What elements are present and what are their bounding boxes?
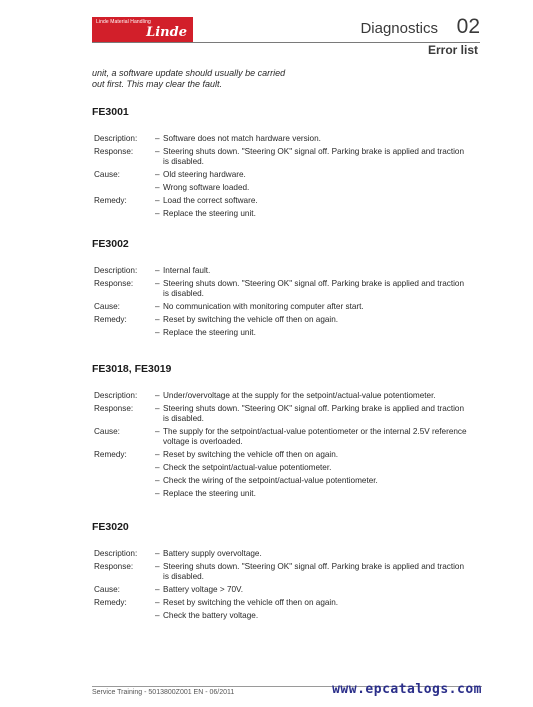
row-label: Cause: [94, 427, 120, 436]
row-text [163, 266, 481, 276]
watermark: www.epcatalogs.com [332, 682, 482, 697]
error-detail-row [92, 134, 482, 144]
bullet-dash: – [155, 170, 160, 179]
row-text-line: Replace the steering unit. [163, 489, 256, 498]
row-label: Response: [94, 279, 134, 288]
row-text-line: Under/overvoltage at the supply for the setpoint/actual-value potentiometer. [163, 391, 436, 400]
row-text-line: Battery voltage > 70V. [163, 585, 244, 594]
error-detail-row [92, 427, 482, 447]
row-text [163, 279, 481, 299]
intro-text [92, 68, 312, 90]
row-text-line: Check the wiring of the setpoint/actual-value potentiometer. [163, 476, 378, 485]
bullet-dash: – [155, 183, 160, 192]
row-text [163, 585, 481, 595]
error-detail-row [92, 302, 482, 312]
row-text [163, 611, 481, 621]
chapter-number: 02 [456, 15, 480, 38]
error-detail-row [92, 549, 482, 559]
row-label: Remedy: [94, 598, 127, 607]
error-detail-row [92, 585, 482, 595]
row-text-line: Reset by switching the vehicle off then on again. [163, 315, 339, 324]
bullet-dash: – [155, 450, 160, 459]
bullet-dash: – [155, 463, 160, 472]
row-label: Description: [94, 549, 138, 558]
row-text-line: Check the battery voltage. [163, 611, 259, 620]
row-text-line: Steering shuts down. "Steering OK" signal off. Parking brake is applied and traction [163, 562, 465, 571]
row-text [163, 315, 481, 325]
row-label: Cause: [94, 585, 120, 594]
row-text-line: Check the setpoint/actual-value potentiometer. [163, 463, 332, 472]
row-text-line: Steering shuts down. "Steering OK" signal off. Parking brake is applied and traction [163, 147, 465, 156]
bullet-dash: – [155, 315, 160, 324]
bullet-dash: – [155, 196, 160, 205]
page-title: Diagnostics [360, 20, 438, 37]
row-text-line: Software does not match hardware version. [163, 134, 321, 143]
row-text-line: Battery supply overvoltage. [163, 549, 262, 558]
error-code-heading: FE3018, FE3019 [92, 363, 172, 375]
intro-line: unit, a software update should usually be carried [92, 68, 286, 78]
error-detail-row [92, 170, 482, 180]
bullet-dash: – [155, 302, 160, 311]
error-detail-row [92, 463, 482, 473]
row-text [163, 450, 481, 460]
row-text [163, 134, 481, 144]
row-text-line: Internal fault. [163, 266, 211, 275]
bullet-dash: – [155, 134, 160, 143]
row-text [163, 209, 481, 219]
error-detail-row [92, 611, 482, 621]
bullet-dash: – [155, 279, 160, 288]
row-label: Response: [94, 147, 134, 156]
error-code-heading: FE3002 [92, 238, 129, 250]
row-text [163, 489, 481, 499]
row-text-line: is disabled. [163, 157, 204, 166]
row-text [163, 183, 481, 193]
error-code-heading: FE3020 [92, 521, 129, 533]
row-label: Remedy: [94, 450, 127, 459]
row-text-line: Reset by switching the vehicle off then on again. [163, 450, 339, 459]
bullet-dash: – [155, 147, 160, 156]
bullet-dash: – [155, 549, 160, 558]
row-text [163, 598, 481, 608]
row-text-line: Steering shuts down. "Steering OK" signal off. Parking brake is applied and traction [163, 279, 465, 288]
error-detail-row [92, 183, 482, 193]
row-label: Cause: [94, 302, 120, 311]
bullet-dash: – [155, 585, 160, 594]
row-text-line: is disabled. [163, 572, 204, 581]
row-text-line: is disabled. [163, 289, 204, 298]
row-label: Description: [94, 391, 138, 400]
logo-small-text: Linde Material Handling [96, 19, 151, 25]
header-divider [92, 42, 480, 43]
error-detail-row [92, 476, 482, 486]
bullet-dash: – [155, 598, 160, 607]
row-text-line: Replace the steering unit. [163, 328, 256, 337]
row-text-line: Replace the steering unit. [163, 209, 256, 218]
bullet-dash: – [155, 489, 160, 498]
intro-line: out first. This may clear the fault. [92, 79, 223, 89]
error-detail-row [92, 315, 482, 325]
page-subtitle: Error list [427, 43, 478, 57]
error-detail-row [92, 279, 482, 299]
bullet-dash: – [155, 427, 160, 436]
row-text [163, 549, 481, 559]
footer-text: Service Training - 5013800Z001 EN - 06/2011 [92, 689, 235, 696]
row-text-line: Reset by switching the vehicle off then on again. [163, 598, 339, 607]
row-text [163, 328, 481, 338]
row-text [163, 476, 481, 486]
error-detail-row [92, 196, 482, 206]
error-detail-row [92, 450, 482, 460]
row-label: Remedy: [94, 315, 127, 324]
linde-logo [92, 17, 193, 43]
row-text [163, 391, 481, 401]
error-detail-row [92, 147, 482, 167]
row-label: Remedy: [94, 196, 127, 205]
bullet-dash: – [155, 476, 160, 485]
error-detail-row [92, 404, 482, 424]
row-text-line: No communication with monitoring computer after start. [163, 302, 364, 311]
error-code-heading: FE3001 [92, 106, 129, 118]
row-text [163, 170, 481, 180]
row-text-line: Load the correct software. [163, 196, 258, 205]
bullet-dash: – [155, 266, 160, 275]
row-text-line: Steering shuts down. "Steering OK" signal off. Parking brake is applied and traction [163, 404, 465, 413]
error-detail-row [92, 598, 482, 608]
error-detail-row [92, 209, 482, 219]
row-text [163, 147, 481, 167]
row-text [163, 463, 481, 473]
row-label: Response: [94, 562, 134, 571]
row-text [163, 302, 481, 312]
bullet-dash: – [155, 404, 160, 413]
row-label: Response: [94, 404, 134, 413]
error-detail-row [92, 328, 482, 338]
row-text [163, 427, 481, 447]
row-text-line: Wrong software loaded. [163, 183, 250, 192]
row-label: Description: [94, 134, 138, 143]
error-detail-row [92, 562, 482, 582]
bullet-dash: – [155, 328, 160, 337]
bullet-dash: – [155, 562, 160, 571]
row-text-line: Old steering hardware. [163, 170, 246, 179]
bullet-dash: – [155, 611, 160, 620]
bullet-dash: – [155, 391, 160, 400]
error-detail-row [92, 391, 482, 401]
row-text-line: voltage is overloaded. [163, 437, 243, 446]
error-detail-row [92, 266, 482, 276]
row-text [163, 404, 481, 424]
error-detail-row [92, 489, 482, 499]
row-text [163, 562, 481, 582]
row-label: Description: [94, 266, 138, 275]
row-text-line: is disabled. [163, 414, 204, 423]
row-text [163, 196, 481, 206]
row-text-line: The supply for the setpoint/actual-value potentiometer or the internal 2.5V reference [163, 427, 467, 436]
row-label: Cause: [94, 170, 120, 179]
logo-brand-text: Linde [146, 25, 187, 40]
bullet-dash: – [155, 209, 160, 218]
